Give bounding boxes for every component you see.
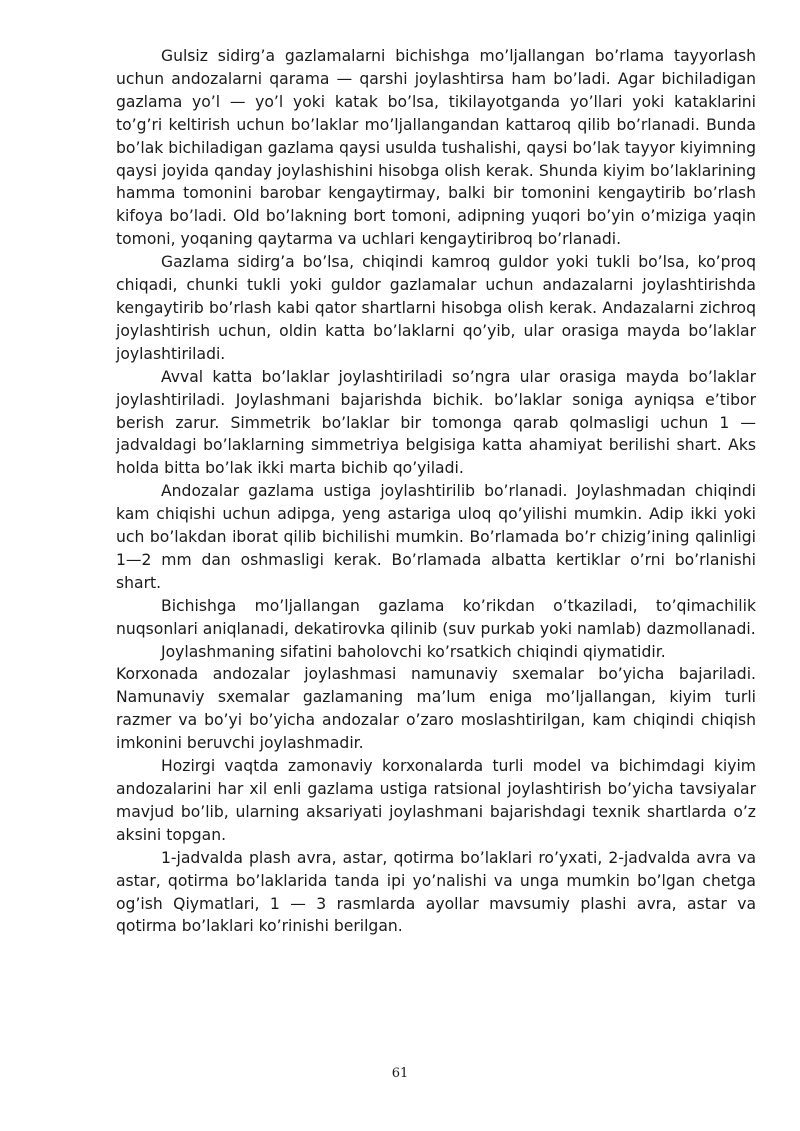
paragraph: 1-jadvalda plash avra, astar, qotirma bo’laklari ro’yxati, 2-jadvalda avra va astar, qotirma bo’laklarida tanda ipi yo’nalishi va unga mumkin bo’lgan chetga og’ish Qiymatlari, 1 — 3 rasmlarda ayollar mavsumiy plashi avra, astar va qotirma bo’laklari ko’rinishi berilgan. <box>116 848 756 936</box>
paragraph: Bichishga mo’ljallangan gazlama ko’rikdan o’tkaziladi, to’qimachilik nuqsonlari aniqlanadi, dekatirovka qilinib (suv purkab yoki namlab) dazmollanadi. <box>116 596 756 638</box>
paragraph: Joylashmaning sifatini baholovchi ko’rsatkich chiqindi qiymatidir. <box>161 642 666 661</box>
paragraph: Hozirgi vaqtda zamonaviy korxonalarda turli model va bichimdagi kiyim andozalarini har xil enli gazlama ustiga ratsional joylashtirish bo’yicha tavsiyalar mavjud bo’lib, ularning aksariyati joylashmani bajarishdagi texnik shartlarda o’z aksini topgan. <box>116 757 756 844</box>
paragraph: Korxonada andozalar joylashmasi namunaviy sxemalar bo’yicha bajariladi. Namunaviy sxemalar gazlamaning ma’lum eniga mo’ljallangan, kiyim turli razmer va bo’yi bo’yicha andozalar o’zaro moslashtirilgan, kam chiqindi chiqish imkonini beruvchi joylashmadir. <box>116 665 756 753</box>
paragraph: Gulsiz sidirg’a gazlamalarni bichishga mo’ljallangan bo’rlama tayyorlash uchun andozalarni qarama — qarshi joylashtirsa ham bo’ladi. Agar bichiladigan gazlama yo’l — yo’l yoki katak bo’lsa, tikilayotganda yo’llari yoki kataklarini to’g’ri keltirish uchun bo’laklar mo’ljallangandan kattaroq qilib bo’rlanadi. Bunda bo’lak bichiladigan gazlama qaysi usulda tushalishi, qaysi bo’lak tayyor kiyimning qaysi joyida qanday joylashishini hisobga olish kerak. Shunda kiyim bo’laklarining hamma tomonini barobar kengaytirmay, balki bir tomonini kengaytirib bo’rlash kifoya bo’ladi. Old bo’lakning bort tomoni, adipning yuqori bo’yin o’miziga yaqin tomoni, yoqaning qaytarma va uchlari kengaytiribroq bo’rlanadi. <box>116 47 756 249</box>
paragraph: Avval katta bo’laklar joylashtiriladi so’ngra ular orasiga mayda bo’laklar joylashtiriladi. Joylashmani bajarishda bichik. bo’laklar soniga ayniqsa e’tibor berish zarur. Simmetrik bo’laklar bir tomonga qarab qolmasligi uchun 1 — jadvaldagi bo’laklarning simmetriya belgisiga katta ahamiyat berilishi shart. Aks holda bitta bo’lak ikki marta bichib qo’yiladi. <box>116 367 756 478</box>
paragraph: Andozalar gazlama ustiga joylashtirilib bo’rlanadi. Joylashmadan chiqindi kam chiqishi uchun adipga, yeng astariga uloq qo’yilishi mumkin. Adip ikki yoki uch bo’lakdan iborat qilib bichilishi mumkin. Bo’rlamada bo’r chizig’ining qalinligi 1—2 mm dan oshmasligi kerak. Bo’rlamada albatta kertiklar o’rni bo’rlanishi shart. <box>116 482 756 592</box>
page-number: 61 <box>391 1066 409 1081</box>
paragraph: Gazlama sidirg’a bo’lsa, chiqindi kamroq guldor yoki tukli bo’lsa, ko’proq chiqadi, chunki tukli yoki guldor gazlamalar uchun andazalarni joylashtirishda kengaytirib bo’rlash kabi qator shartlarni hisobga olish kerak. Andazalarni zichroq joylashtirish uchun, oldin katta bo’laklarni qo’yib, ular orasiga mayda bo’laklar joylashtiriladi. <box>116 253 756 363</box>
document-body <box>116 45 756 938</box>
